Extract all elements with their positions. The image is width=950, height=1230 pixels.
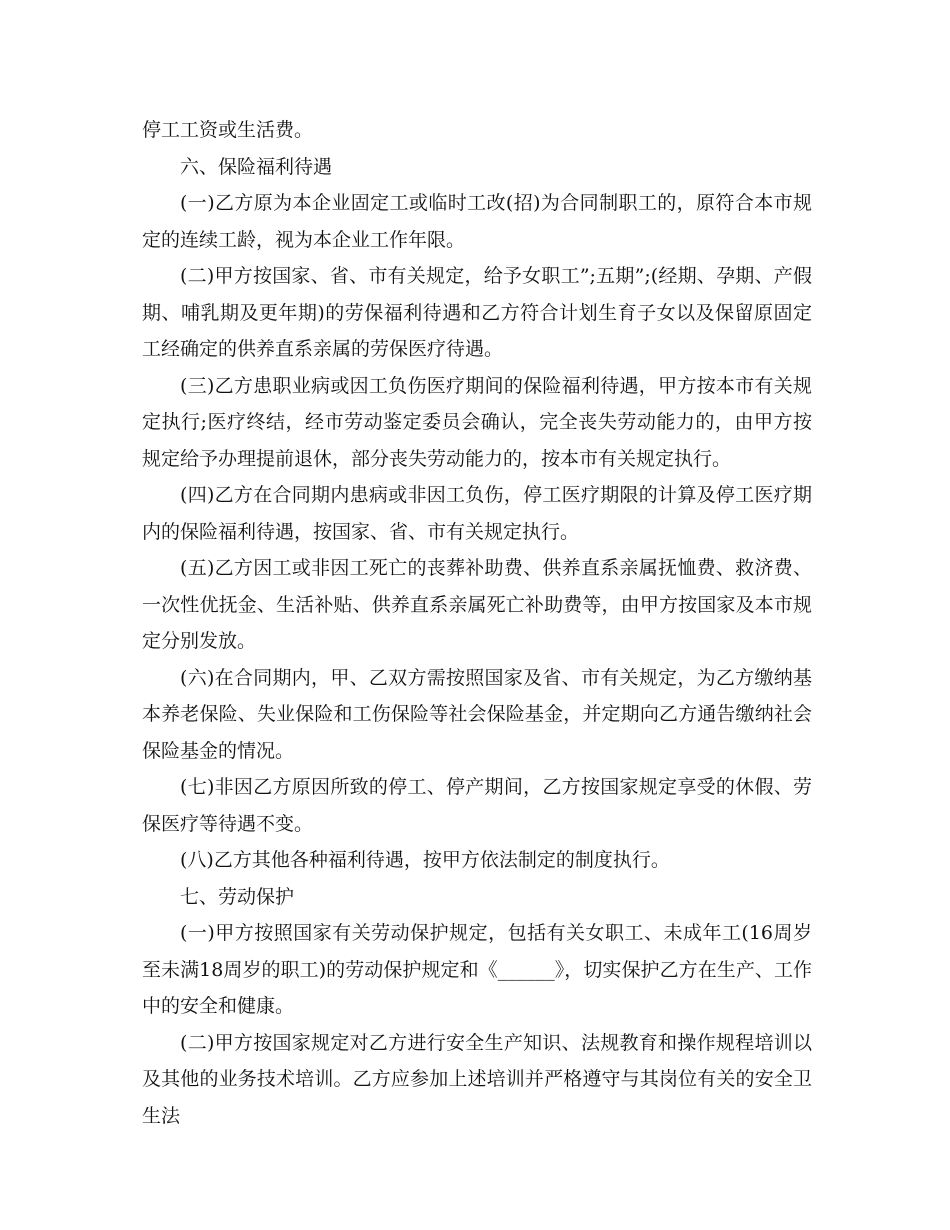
clause-paragraph: (四)乙方在合同期内患病或非因工负伤，停工医疗期限的计算及停工医疗期内的保险福利待遇，按国家、省、市有关规定执行。 xyxy=(142,484,812,543)
clause-paragraph: (三)乙方患职业病或因工负伤医疗期间的保险福利待遇，甲方按本市有关规定执行;医疗终结，经市劳动鉴定委员会确认，完全丧失劳动能力的，由甲方按规定给予办理提前退休，部分丧失劳动能力的，按本市有关规定执行。 xyxy=(142,374,812,470)
paragraph-continuation: 停工工资或生活费。 xyxy=(142,119,314,141)
clause-paragraph: (六)在合同期内，甲、乙双方需按照国家及省、市有关规定，为乙方缴纳基本养老保险、失业保险和工伤保险等社会保险基金，并定期向乙方通告缴纳社会保险基金的情况。 xyxy=(142,666,812,762)
section-heading-insurance-welfare: 六、保险福利待遇 xyxy=(180,155,333,178)
clause-paragraph: (一)乙方原为本企业固定工或临时工改(招)为合同制职工的，原符合本市规定的连续工龄，视为本企业工作年限。 xyxy=(142,192,812,251)
clause-paragraph: (七)非因乙方原因所致的停工、停产期间，乙方按国家规定享受的休假、劳保医疗等待遇不变。 xyxy=(142,776,812,835)
document-body xyxy=(142,112,812,1134)
clause-paragraph: (八)乙方其他各种福利待遇，按甲方依法制定的制度执行。 xyxy=(180,849,670,871)
clause-paragraph: (一)甲方按照国家有关劳动保护规定，包括有关女职工、未成年工(16周岁至未满18周岁的职工)的劳动保护规定和《______》，切实保护乙方在生产、工作中的安全和健康。 xyxy=(142,922,812,1017)
clause-paragraph: (二)甲方按国家规定对乙方进行安全生产知识、法规教育和操作规程培训以及其他的业务技术培训。乙方应参加上述培训并严格遵守与其岗位有关的安全卫生法 xyxy=(142,1031,812,1127)
clause-paragraph: (二)甲方按国家、省、市有关规定，给予女职工”;五期”;(经期、孕期、产假期、哺乳期及更年期)的劳保福利待遇和乙方符合计划生育子女以及保留原固定工经确定的供养直系亲属的劳保医疗待遇。 xyxy=(142,265,812,360)
section-heading-labor-protection: 七、劳动保护 xyxy=(180,885,295,908)
clause-paragraph: (五)乙方因工或非因工死亡的丧葬补助费、供养直系亲属抚恤费、救济费、一次性优抚金、生活补贴、供养直系亲属死亡补助费等，由甲方按国家及本市规定分别发放。 xyxy=(142,557,812,652)
